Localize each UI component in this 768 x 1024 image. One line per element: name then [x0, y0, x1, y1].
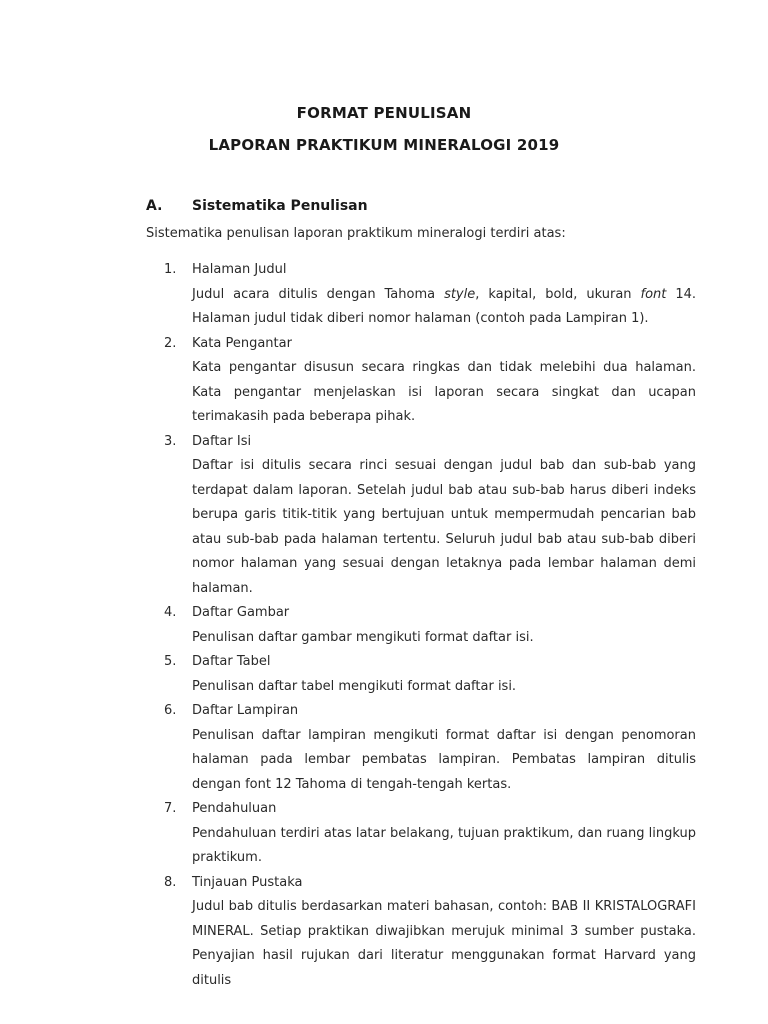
list-item-description: Penulisan daftar tabel mengikuti format daftar isi.: [192, 678, 517, 694]
intro-paragraph: Sistematika penulisan laporan praktikum mineralogi terdiri atas:: [146, 226, 566, 241]
list-item-number: 8.: [164, 874, 177, 890]
list-item: [0, 601, 768, 650]
list-item-title: Daftar Isi: [192, 433, 252, 449]
list-item-description: Judul bab ditulis berdasarkan materi bahasan, contoh: BAB II KRISTALOGRAFI MINERAL. Setiap praktikan diwajibkan merujuk minimal 3 sumber pustaka. Penyajian hasil rujukan dari literatur menggunakan format Harvard yang ditulis: [192, 899, 696, 988]
list-item-title: Daftar Lampiran: [192, 703, 299, 718]
list-item-number: 5.: [164, 654, 177, 669]
list-item-number: 2.: [164, 335, 177, 351]
document-subtitle: LAPORAN PRAKTIKUM MINERALOGI 2019: [208, 136, 560, 154]
list-item-title: Pendahuluan: [192, 801, 277, 816]
list-item-title: Kata Pengantar: [192, 335, 292, 351]
list-item: [0, 430, 768, 602]
list-item: [0, 650, 768, 699]
list-item-description: Kata pengantar disusun secara ringkas dan tidak melebihi dua halaman. Kata pengantar menjelaskan isi laporan secara singkat dan ucapan terimakasih pada beberapa pihak.: [192, 360, 696, 424]
section-title: Sistematika Penulisan: [192, 198, 368, 214]
list-item-number: 7.: [164, 801, 177, 816]
list-item-title: Halaman Judul: [192, 262, 287, 277]
list-item: [0, 797, 768, 871]
list-item-title: Daftar Gambar: [192, 605, 290, 620]
document-title: FORMAT PENULISAN: [296, 104, 472, 122]
list-item: [0, 871, 768, 994]
list-item-description: Penulisan daftar gambar mengikuti format daftar isi.: [192, 629, 534, 645]
list-item: [0, 258, 768, 332]
list-item-title: Daftar Tabel: [192, 654, 271, 669]
list-item-number: 1.: [164, 262, 177, 277]
list-item: [0, 699, 768, 797]
list-item-number: 3.: [164, 433, 177, 449]
list-item-description: Daftar isi ditulis secara rinci sesuai dengan judul bab dan sub-bab yang terdapat dalam laporan. Setelah judul bab atau sub-bab harus diberi indeks berupa garis titik-titik yang bertujuan untuk mempermudah pencarian bab atau sub-bab pada halaman tertentu. Seluruh judul bab atau sub-bab diberi nomor halaman yang sesuai dengan letaknya pada lembar halaman demi halaman.: [192, 458, 696, 596]
numbered-list: [0, 258, 768, 993]
list-item-title: Tinjauan Pustaka: [192, 874, 303, 890]
list-item: [0, 332, 768, 430]
list-item-number: 4.: [164, 605, 177, 620]
list-item-description: Judul acara ditulis dengan Tahoma style, kapital, bold, ukuran font 14. Halaman judul tidak diberi nomor halaman (contoh pada Lampiran 1).: [192, 286, 697, 326]
list-item-number: 6.: [164, 703, 177, 718]
section-letter: A.: [146, 198, 163, 214]
list-item-description: Pendahuluan terdiri atas latar belakang, tujuan praktikum, dan ruang lingkup praktikum.: [192, 825, 696, 865]
section-heading: [146, 198, 368, 214]
list-item-description: Penulisan daftar lampiran mengikuti format daftar isi dengan penomoran halaman pada lembar pembatas lampiran. Pembatas lampiran ditulis dengan font 12 Tahoma di tengah-tengah kertas.: [192, 727, 696, 792]
